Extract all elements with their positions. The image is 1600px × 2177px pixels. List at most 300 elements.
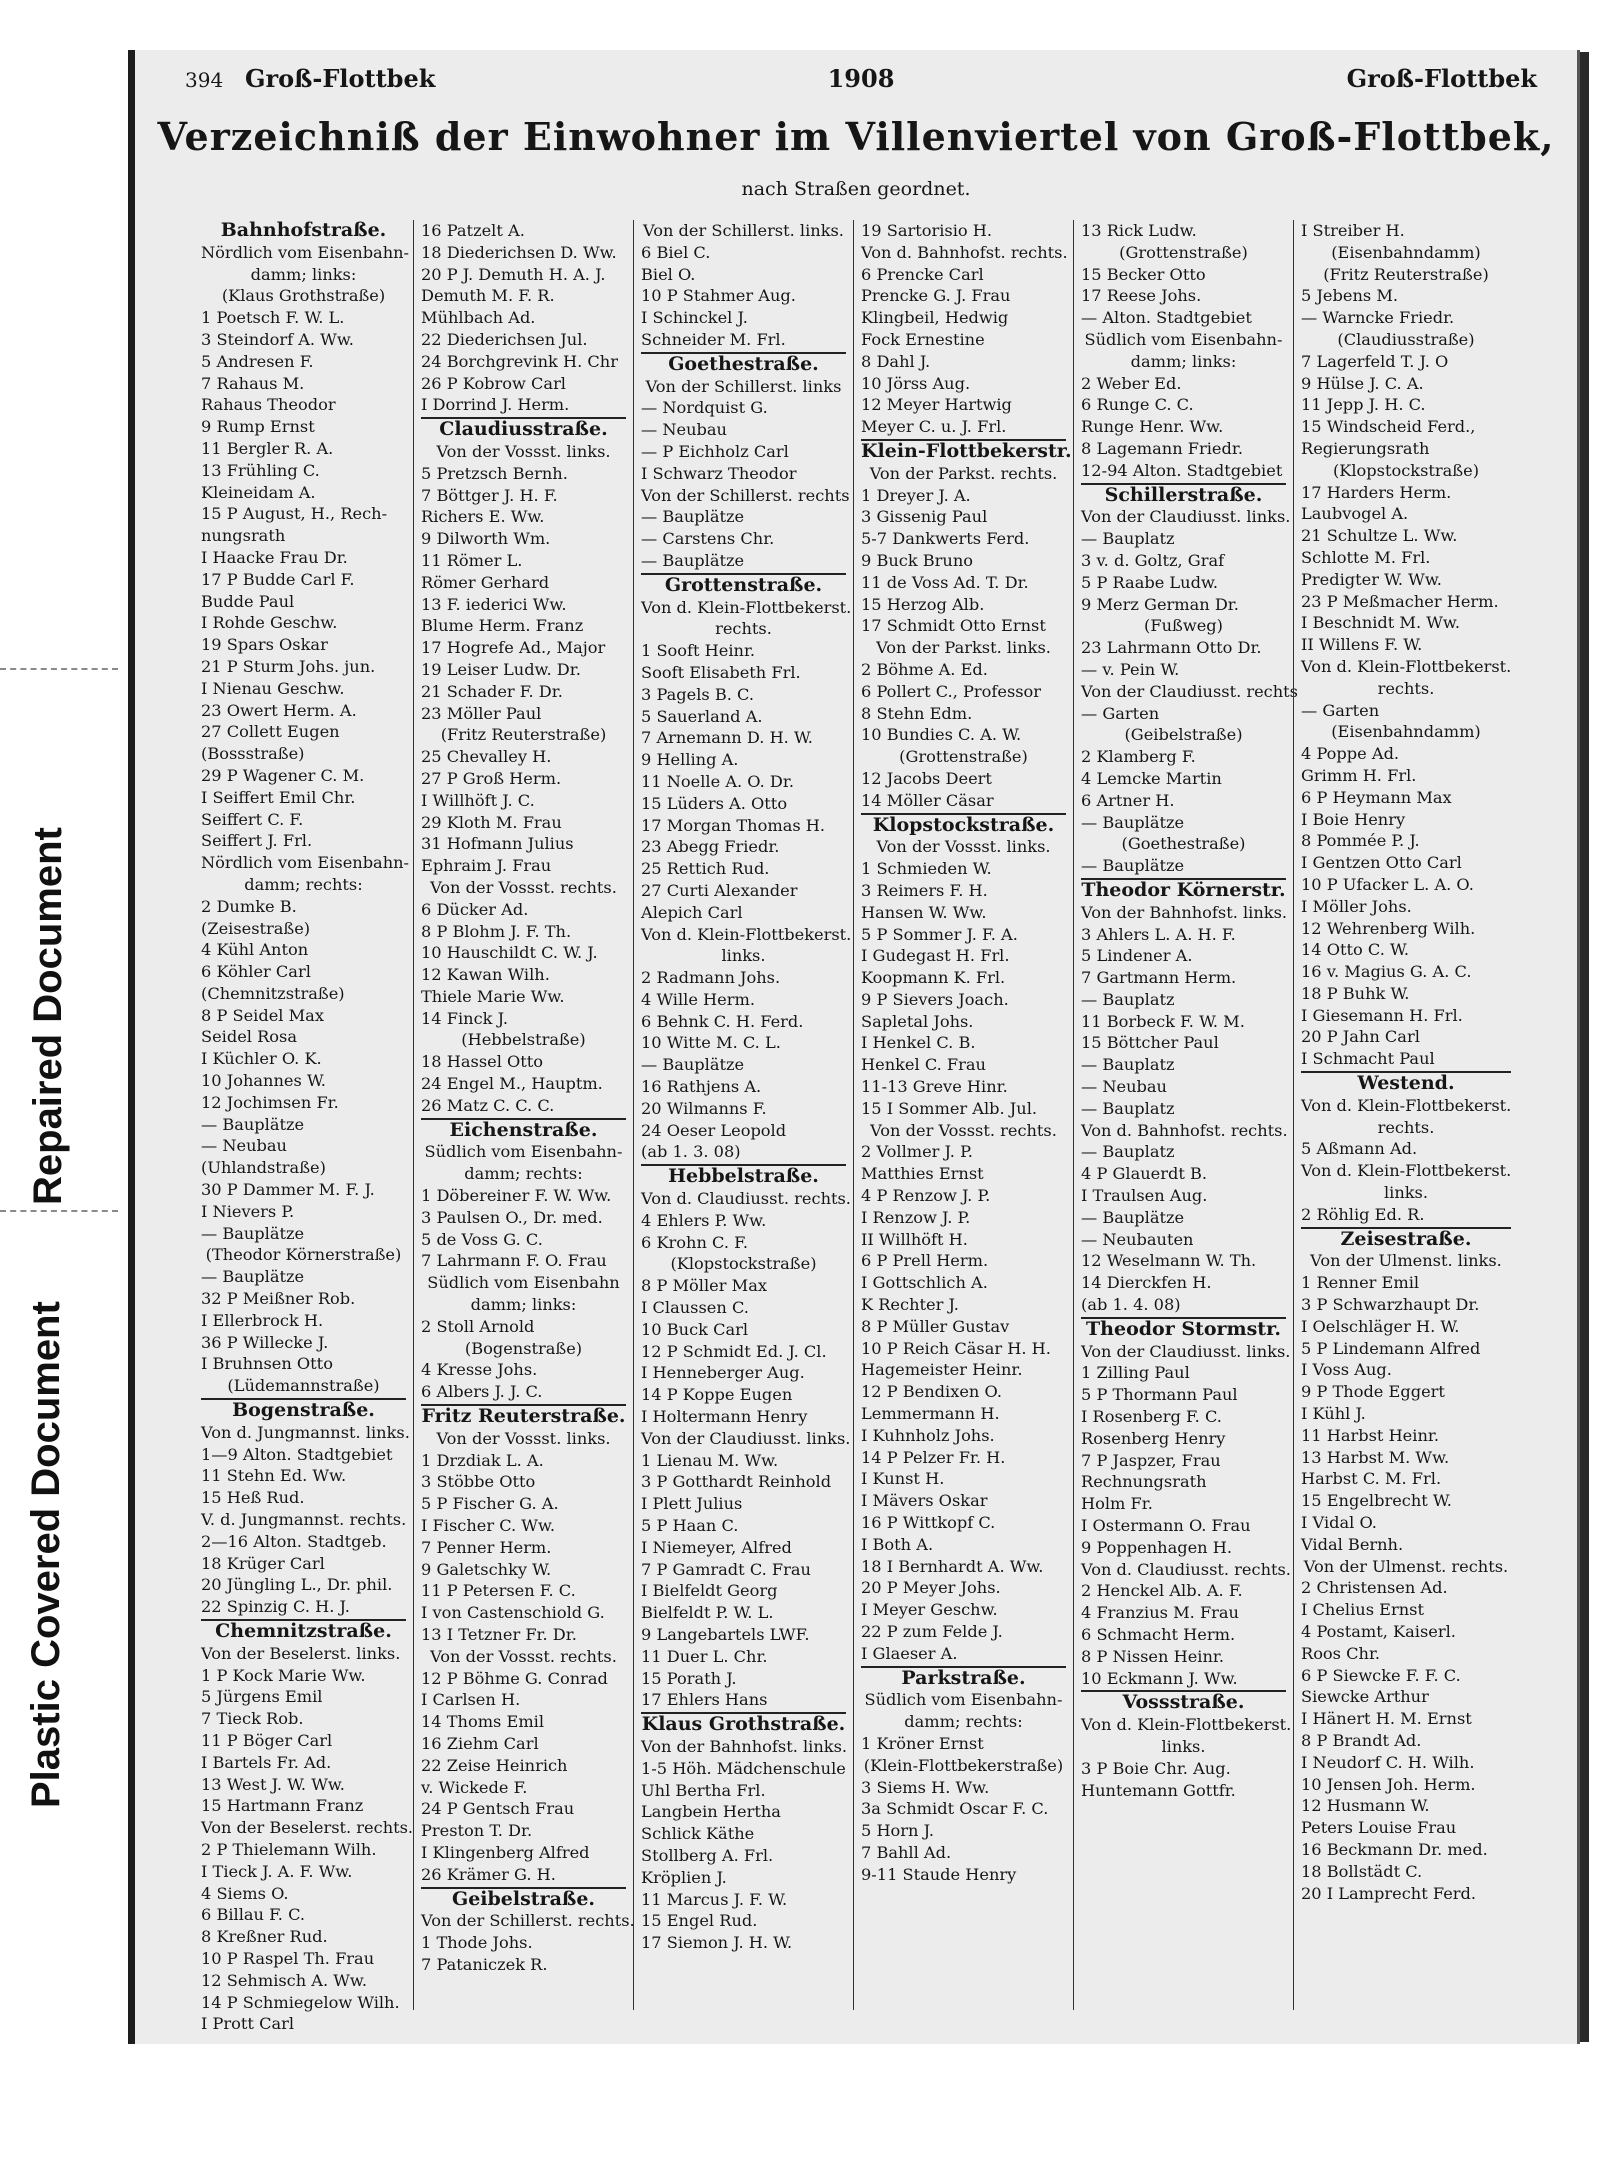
direction-note: Von der Parkst. links. xyxy=(876,638,1051,658)
resident-entry: Predigter W. Ww. xyxy=(1301,569,1442,589)
resident-entry: 7 P Gamradt C. Frau xyxy=(641,1559,811,1579)
resident-entry: 26 P Kobrow Carl xyxy=(421,373,566,393)
direction-note: (Fritz Reuterstraße) xyxy=(1323,264,1489,284)
resident-entry: 1 Sooft Heinr. xyxy=(641,641,756,661)
resident-entry: 8 Kreßner Rud. xyxy=(201,1927,328,1947)
direction-note: (Eisenbahndamm) xyxy=(1331,242,1481,262)
resident-entry: 5 Sauerland A. xyxy=(641,706,763,726)
direction-note: (Klopstockstraße) xyxy=(1332,460,1480,480)
resident-entry: 9 Rump Ernst xyxy=(201,417,315,437)
resident-entry: I Ostermann O. Frau xyxy=(1081,1516,1251,1536)
resident-entry: Siewcke Arthur xyxy=(1301,1687,1429,1707)
resident-entry: 12 Meyer Hartwig xyxy=(861,395,1012,415)
resident-entry: Thiele Marie Ww. xyxy=(421,986,565,1006)
resident-entry: 5 P Thormann Paul xyxy=(1081,1385,1238,1405)
resident-entry: 23 P Meßmacher Herm. xyxy=(1301,591,1499,611)
resident-entry: 6 Billau F. C. xyxy=(201,1905,306,1925)
resident-entry: Prencke G. J. Frau xyxy=(861,286,1011,306)
resident-entry: — Bauplatz xyxy=(1081,1055,1175,1075)
resident-entry: I Hänert H. M. Ernst xyxy=(1301,1709,1472,1729)
resident-entry: 3 Steindorf A. Ww. xyxy=(201,329,354,349)
resident-entry: 6 Albers J. J. C. xyxy=(421,1382,543,1402)
resident-entry: 23 Owert Herm. A. xyxy=(201,700,357,720)
resident-entry: — v. Pein W. xyxy=(1081,659,1180,679)
resident-entry: Budde Paul xyxy=(201,591,295,611)
column-rule xyxy=(853,220,854,2010)
resident-entry: Von der Beselerst. rechts. xyxy=(201,1818,414,1838)
resident-entry: 27 P Groß Herm. xyxy=(421,768,562,788)
resident-entry: Regierungsrath xyxy=(1301,438,1430,458)
direction-note: Von der Claudiusst. links. xyxy=(641,1428,851,1448)
resident-entry: (Chemnitzstraße) xyxy=(201,983,345,1003)
resident-entry: 7 Rahaus M. xyxy=(201,373,305,393)
street-heading: Klein-Flottbekerstr. xyxy=(861,439,1072,462)
resident-entry: 9 Helling A. xyxy=(641,750,739,770)
resident-entry: Klingbeil, Hedwig xyxy=(861,308,1009,328)
resident-entry: 14 P Schmiegelow Wilh. xyxy=(201,1992,400,2012)
resident-entry: Koopmann K. Frl. xyxy=(861,968,1006,988)
resident-entry: 9 Hülse J. C. A. xyxy=(1301,373,1424,393)
resident-entry: 12 Sehmisch A. Ww. xyxy=(201,1970,368,1990)
resident-entry: 20 P Jahn Carl xyxy=(1301,1027,1420,1047)
resident-entry: I Renzow J. P. xyxy=(861,1207,971,1227)
resident-entry: — Bauplatz xyxy=(1081,1098,1175,1118)
resident-entry: Kleineidam A. xyxy=(201,482,316,502)
street-heading: Vossstraße. xyxy=(1122,1691,1245,1714)
resident-entry: 16 Ziehm Carl xyxy=(421,1733,539,1753)
street-heading: Klaus Grothstraße. xyxy=(641,1713,846,1736)
resident-entry: I von Castenschiold G. xyxy=(421,1603,605,1623)
resident-entry: I Vidal O. xyxy=(1301,1513,1377,1533)
direction-note: Von der Schillerst. links. xyxy=(643,221,844,240)
repaired-document-label: Repaired Document xyxy=(26,827,70,1205)
resident-entry: 31 Hofmann Julius xyxy=(421,834,574,854)
resident-entry: Holm Fr. xyxy=(1081,1494,1153,1514)
resident-entry: 12-94 Alton. Stadtgebiet xyxy=(1081,460,1283,480)
direction-note: links. xyxy=(721,946,766,966)
resident-entry: 26 Matz C. C. C. xyxy=(421,1095,555,1115)
resident-entry: 5 Pretzsch Bernh. xyxy=(421,463,568,483)
direction-note: Von der Claudiusst. links. xyxy=(1081,507,1291,527)
street-heading: Parkstraße. xyxy=(901,1666,1026,1689)
direction-note: (Theodor Körnerstraße) xyxy=(205,1245,402,1265)
resident-entry: Langbein Hertha xyxy=(641,1802,781,1822)
resident-entry: 6 P Siewcke F. F. C. xyxy=(1301,1665,1461,1685)
resident-entry: Seiffert C. F. xyxy=(201,809,304,829)
resident-entry: 3 Pagels B. C. xyxy=(641,684,754,704)
resident-entry: — Bauplätze xyxy=(201,1114,305,1134)
resident-entry: 24 Oeser Leopold xyxy=(641,1120,787,1140)
resident-entry: 22 Zeise Heinrich xyxy=(421,1755,568,1775)
resident-entry: Seiffert J. Frl. xyxy=(201,831,313,851)
resident-entry: 4 Ehlers P. Ww. xyxy=(641,1210,767,1230)
direction-note: (Klopstockstraße) xyxy=(670,1254,817,1274)
resident-entry: 6 Artner H. xyxy=(1081,790,1175,810)
directory-column-1 xyxy=(201,219,414,2034)
direction-note: Von d. Klein-Flottbekerst. xyxy=(641,924,852,944)
resident-entry: 11 Stehn Ed. Ww. xyxy=(201,1466,347,1486)
direction-note: Von der Claudiusst. links. xyxy=(1081,1341,1291,1361)
direction-note: (Klein-Flottbekerstraße) xyxy=(863,1755,1064,1775)
resident-entry: 9 Buck Bruno xyxy=(861,550,974,570)
resident-entry: 5 de Voss G. C. xyxy=(421,1229,543,1249)
resident-entry: I Glaeser A. xyxy=(861,1643,958,1663)
street-heading: Fritz Reuterstraße. xyxy=(421,1405,626,1428)
direction-note: Von der Vossst. links. xyxy=(876,837,1051,857)
resident-entry: — Bauplatz xyxy=(1081,529,1175,549)
resident-entry: 10 Buck Carl xyxy=(641,1319,749,1339)
resident-entry: 6 P Prell Herm. xyxy=(861,1251,989,1271)
direction-note: (Grottenstraße) xyxy=(1119,242,1248,262)
resident-entry: 8 P Möller Max xyxy=(641,1276,767,1296)
direction-note: rechts. xyxy=(1377,678,1435,698)
resident-entry: I Mävers Oskar xyxy=(861,1491,988,1511)
resident-entry: 17 Schmidt Otto Ernst xyxy=(861,616,1046,636)
resident-entry: 11 Borbeck F. W. M. xyxy=(1081,1011,1245,1031)
page-number: 394 xyxy=(185,68,224,92)
resident-entry: Schneider M. Frl. xyxy=(641,329,786,349)
direction-note: damm; rechts: xyxy=(244,874,363,894)
resident-entry: — Neubau xyxy=(201,1136,287,1156)
resident-entry: I Kühl J. xyxy=(1301,1404,1366,1424)
resident-entry: 22 Spinzig C. H. J. xyxy=(201,1597,350,1617)
resident-entry: V. d. Jungmannst. rechts. xyxy=(201,1510,407,1530)
cut-line-bottom xyxy=(0,1210,118,1212)
resident-entry: 8 P Seidel Max xyxy=(201,1005,324,1025)
resident-entry: Von d. Jungmannst. links. xyxy=(201,1422,410,1442)
resident-entry: 3 P Boie Chr. Aug. xyxy=(1081,1758,1231,1778)
resident-entry: — Bauplätze xyxy=(1081,1207,1185,1227)
page-title: Verzeichniß der Einwohner im Villenviertel von Groß-Flottbek, xyxy=(157,114,1555,159)
resident-entry: Schlotte M. Frl. xyxy=(1301,547,1431,567)
direction-note: Von d. Klein-Flottbekerst. xyxy=(1301,1095,1512,1115)
resident-entry: I Both A. xyxy=(861,1534,934,1554)
direction-note: (Eisenbahndamm) xyxy=(1331,722,1481,742)
direction-note: Von der Claudiusst. rechts xyxy=(1081,681,1298,701)
resident-entry: 7 Arnemann D. H. W. xyxy=(641,728,813,748)
direction-note: Von der Ulmenst. rechts. xyxy=(1303,1556,1509,1576)
direction-note: damm; links: xyxy=(250,264,357,284)
resident-entry: 14 Finck J. xyxy=(421,1008,508,1028)
resident-entry: 5 Jürgens Emil xyxy=(201,1687,323,1707)
resident-entry: I Giesemann H. Frl. xyxy=(1301,1005,1463,1025)
resident-entry: I Oelschläger H. W. xyxy=(1301,1316,1460,1336)
resident-entry: 15 Böttcher Paul xyxy=(1081,1033,1219,1053)
street-heading: Eichenstraße. xyxy=(449,1118,598,1141)
resident-entry: I Neudorf C. H. Wilh. xyxy=(1301,1752,1475,1772)
resident-entry: 6 Köhler Carl xyxy=(201,962,311,982)
resident-entry: Harbst C. M. Frl. xyxy=(1301,1469,1442,1489)
resident-entry: I Rosenberg F. C. xyxy=(1081,1407,1222,1427)
resident-entry: 18 I Bernhardt A. Ww. xyxy=(861,1556,1044,1576)
resident-entry: 8 P Brandt Ad. xyxy=(1301,1730,1422,1750)
resident-entry: I Bartels Fr. Ad. xyxy=(201,1752,332,1772)
resident-entry: I Rohde Geschw. xyxy=(201,613,338,633)
resident-entry: 16 Patzelt A. xyxy=(421,221,525,240)
resident-entry: 8 Stehn Edm. xyxy=(861,703,973,723)
resident-entry: I Boie Henry xyxy=(1301,809,1406,829)
direction-note: rechts. xyxy=(715,619,772,639)
resident-entry: 14 Thoms Emil xyxy=(421,1712,545,1732)
resident-entry: — Bauplätze xyxy=(641,1055,745,1075)
direction-note: (Claudiusstraße) xyxy=(1337,329,1475,349)
street-heading: Geibelstraße. xyxy=(451,1887,596,1910)
resident-entry: 9-11 Staude Henry xyxy=(861,1864,1017,1884)
direction-note: Von d. Claudiusst. rechts. xyxy=(641,1189,851,1209)
street-heading: Zeisestraße. xyxy=(1340,1227,1472,1250)
resident-entry: I Klingenberg Alfred xyxy=(421,1842,590,1862)
resident-entry: 7 Gartmann Herm. xyxy=(1081,968,1237,988)
resident-entry: 16 Beckmann Dr. med. xyxy=(1301,1839,1488,1859)
resident-entry: 13 F. iederici Ww. xyxy=(421,594,567,614)
resident-entry: Sooft Elisabeth Frl. xyxy=(641,662,801,682)
resident-entry: (ab 1. 4. 08) xyxy=(1081,1295,1181,1315)
resident-entry: I Dorrind J. Herm. xyxy=(421,395,570,415)
scanned-page xyxy=(128,50,1580,2044)
resident-entry: 14 P Koppe Eugen xyxy=(641,1385,793,1405)
resident-entry: 2 Röhlig Ed. R. xyxy=(1301,1204,1425,1224)
page-subtitle: nach Straßen geordnet. xyxy=(741,178,971,200)
resident-entry: 2 Vollmer J. P. xyxy=(861,1142,973,1162)
resident-entry: I Henkel C. B. xyxy=(861,1033,976,1053)
directory-column-6 xyxy=(1301,220,1511,2010)
resident-entry: 14 Dierckfen H. xyxy=(1081,1273,1212,1293)
resident-entry: 2 Christensen Ad. xyxy=(1301,1578,1448,1598)
resident-entry: 2 Dumke B. xyxy=(201,896,297,916)
resident-entry: 3 Stöbbe Otto xyxy=(421,1472,536,1492)
resident-entry: — Bauplätze xyxy=(1081,856,1185,876)
resident-entry: 11 Jepp J. H. C. xyxy=(1301,395,1426,415)
resident-entry: 21 Schader F. Dr. xyxy=(421,681,563,701)
direction-note: Von der Bahnhofst. links. xyxy=(1081,902,1288,922)
resident-entry: 18 Hassel Otto xyxy=(421,1052,544,1072)
resident-entry: 11 de Voss Ad. T. Dr. xyxy=(861,572,1029,592)
resident-entry: 17 Hogrefe Ad., Major xyxy=(421,638,606,658)
resident-entry: I Holtermann Henry xyxy=(641,1407,808,1427)
resident-entry: I Henneberger Aug. xyxy=(641,1363,805,1383)
resident-entry: 11 Harbst Heinr. xyxy=(1301,1425,1439,1445)
resident-entry: 2 Böhme A. Ed. xyxy=(861,659,988,679)
resident-entry: 12 Wehrenberg Wilh. xyxy=(1301,918,1476,938)
resident-entry: 10 P Ufacker L. A. O. xyxy=(1301,874,1474,894)
resident-entry: (Bossstraße) xyxy=(201,744,305,764)
resident-entry: I Willhöft J. C. xyxy=(421,790,535,810)
resident-entry: 1-5 Höh. Mädchenschule xyxy=(641,1758,846,1778)
street-heading: Chemnitzstraße. xyxy=(215,1620,392,1642)
resident-entry: 19 Sartorisio H. xyxy=(861,221,993,240)
resident-entry: 8 Dahl J. xyxy=(861,351,931,371)
resident-entry: 5 Andresen F. xyxy=(201,351,314,371)
resident-entry: 15 P August, H., Rech- xyxy=(201,504,388,524)
resident-entry: 13 Harbst M. Ww. xyxy=(1301,1447,1450,1467)
resident-entry: II Willhöft H. xyxy=(861,1229,968,1249)
resident-entry: 20 P Meyer Johs. xyxy=(861,1578,1001,1598)
resident-entry: 3 Reimers F. H. xyxy=(861,880,988,900)
resident-entry: 29 P Wagener C. M. xyxy=(201,765,365,785)
resident-entry: 4 Kresse Johs. xyxy=(421,1360,538,1380)
resident-entry: 1 P Kock Marie Ww. xyxy=(201,1665,366,1685)
resident-entry: — Nordquist G. xyxy=(641,398,768,418)
resident-entry: — P Eichholz Carl xyxy=(641,441,789,461)
resident-entry: Mühlbach Ad. xyxy=(421,308,536,328)
resident-entry: Fock Ernestine xyxy=(861,329,985,349)
resident-entry: I Ellerbrock H. xyxy=(201,1310,324,1330)
resident-entry: 30 P Dammer M. F. J. xyxy=(201,1180,375,1200)
resident-entry: 3 P Gotthardt Reinhold xyxy=(641,1472,832,1492)
resident-entry: Preston T. Dr. xyxy=(421,1821,533,1841)
direction-note: Von d. Klein-Flottbekerst. xyxy=(641,597,852,617)
resident-entry: 5 Horn J. xyxy=(861,1821,934,1841)
resident-entry: Stollberg A. Frl. xyxy=(641,1845,774,1865)
resident-entry: 20 Wilmanns F. xyxy=(641,1098,767,1118)
resident-entry: — Bauplätze xyxy=(641,550,745,570)
resident-entry: I Plett Julius xyxy=(641,1494,743,1514)
resident-entry: 20 P J. Demuth H. A. J. xyxy=(421,264,606,284)
resident-entry: 17 Ehlers Hans xyxy=(641,1690,768,1710)
resident-entry: — Bauplätze xyxy=(1081,812,1185,832)
resident-entry: Blume Herm. Franz xyxy=(421,616,584,636)
column-rule xyxy=(1073,220,1074,2010)
resident-entry: 2 Stoll Arnold xyxy=(421,1316,535,1336)
direction-note: Von der Ulmenst. links. xyxy=(1310,1251,1502,1271)
resident-entry: Laubvogel A. xyxy=(1301,504,1409,524)
direction-note: (Grottenstraße) xyxy=(899,747,1028,767)
directory-column-2 xyxy=(421,220,635,2010)
resident-entry: I Meyer Geschw. xyxy=(861,1600,998,1620)
resident-entry: 13 West J. W. Ww. xyxy=(201,1774,345,1794)
resident-entry: 17 Siemon J. H. W. xyxy=(641,1933,793,1953)
resident-entry: 20 Jüngling L., Dr. phil. xyxy=(201,1575,393,1595)
resident-entry: 10 Johannes W. xyxy=(201,1071,326,1091)
direction-note: Von d. Klein-Flottbekerst. xyxy=(1081,1715,1292,1735)
direction-note: Südlich vom Eisenbahn- xyxy=(424,1142,623,1162)
resident-entry: 29 Kloth M. Frau xyxy=(421,812,562,832)
resident-entry: 10 Hauschildt C. W. J. xyxy=(421,943,598,963)
direction-note: Von der Vossst. links. xyxy=(436,1428,611,1448)
directory-column-3 xyxy=(641,220,852,2010)
direction-note: Nördlich vom Eisenbahn- xyxy=(201,242,410,262)
direction-note: (Geibelstraße) xyxy=(1124,725,1243,745)
resident-entry: 9 Dilworth Wm. xyxy=(421,529,551,549)
direction-note: Von der Vossst. rechts. xyxy=(430,877,617,897)
resident-entry: 4 Franzius M. Frau xyxy=(1081,1603,1239,1623)
street-heading: Bahnhofstraße. xyxy=(220,219,387,241)
direction-note: Von d. Bahnhofst. rechts. xyxy=(861,242,1068,262)
resident-entry: 15 Hartmann Franz xyxy=(201,1796,364,1816)
resident-entry: 12 Jacobs Deert xyxy=(861,768,992,788)
direction-note: damm; rechts: xyxy=(904,1712,1023,1732)
resident-entry: — Neubauten xyxy=(1081,1229,1194,1249)
direction-note: (Fritz Reuterstraße) xyxy=(440,725,607,745)
resident-entry: I Seiffert Emil Chr. xyxy=(201,787,356,807)
resident-entry: — Bauplatz xyxy=(1081,989,1175,1009)
resident-entry: 24 Borchgrevink H. Chr xyxy=(421,351,618,371)
resident-entry: Roos Chr. xyxy=(1301,1643,1381,1663)
resident-entry: I Küchler O. K. xyxy=(201,1049,322,1069)
resident-entry: 17 Harders Herm. xyxy=(1301,482,1452,502)
resident-entry: (ab 1. 3. 08) xyxy=(641,1142,741,1162)
street-heading: Goethestraße. xyxy=(668,352,819,375)
direction-note: Von d. Bahnhofst. rechts. xyxy=(1081,1120,1288,1140)
resident-entry: 9 Langebartels LWF. xyxy=(641,1625,810,1644)
resident-entry: — Bauplätze xyxy=(641,507,745,527)
resident-entry: 18 Krüger Carl xyxy=(201,1553,325,1573)
resident-entry: 2 Klamberg F. xyxy=(1081,747,1196,767)
resident-entry: Huntemann Gottfr. xyxy=(1081,1780,1236,1800)
resident-entry: Kröplien J. xyxy=(641,1867,727,1887)
resident-entry: Hagemeister Heinr. xyxy=(861,1360,1023,1380)
running-header xyxy=(185,64,1537,104)
resident-entry: 1 Poetsch F. W. L. xyxy=(201,308,345,328)
resident-entry: 15 Porath J. xyxy=(641,1668,737,1688)
resident-entry: 25 Rettich Rud. xyxy=(641,859,770,879)
resident-entry: 18 Bollstädt C. xyxy=(1301,1861,1423,1881)
resident-entry: 24 Engel M., Hauptm. xyxy=(421,1074,603,1094)
header-place-right: Groß-Flottbek xyxy=(1346,64,1537,93)
resident-entry: Ephraim J. Frau xyxy=(421,856,552,876)
resident-entry: 10 Eckmann J. Ww. xyxy=(1081,1668,1238,1688)
resident-entry: 13 Rick Ludw. xyxy=(1081,221,1197,240)
resident-entry: 3 Gissenig Paul xyxy=(861,507,988,527)
direction-note: Von der Schillerst. links xyxy=(645,376,842,396)
resident-entry: 14 P Pelzer Fr. H. xyxy=(861,1447,1006,1467)
resident-entry: 11 Römer L. xyxy=(421,550,523,570)
resident-entry: 10 P Reich Cäsar H. H. xyxy=(861,1338,1051,1358)
resident-entry: 4 Kühl Anton xyxy=(201,940,309,960)
resident-entry: 9 Merz German Dr. xyxy=(1081,594,1239,614)
resident-entry: 8 P Blohm J. F. Th. xyxy=(421,921,572,941)
direction-note: Südlich vom Eisenbahn- xyxy=(864,1690,1063,1710)
resident-entry: 5 Lindener A. xyxy=(1081,946,1193,966)
direction-note: (Lüdemannstraße) xyxy=(227,1376,380,1396)
direction-note: (Klaus Grothstraße) xyxy=(221,286,386,306)
resident-entry: 23 Möller Paul xyxy=(421,703,542,723)
resident-entry: 27 Collett Eugen xyxy=(201,722,340,742)
resident-entry: I Schmacht Paul xyxy=(1301,1049,1435,1069)
resident-entry: Uhl Bertha Frl. xyxy=(641,1780,766,1800)
resident-entry: 6 Biel C. xyxy=(641,242,711,262)
resident-entry: 9 Poppenhagen H. xyxy=(1081,1537,1233,1557)
resident-entry: Schlick Käthe xyxy=(641,1824,755,1844)
resident-entry: 32 P Meißner Rob. xyxy=(201,1289,356,1309)
resident-entry: 10 P Stahmer Aug. xyxy=(641,286,796,306)
resident-entry: I Tieck J. A. F. Ww. xyxy=(201,1861,353,1881)
resident-entry: Rechnungsrath xyxy=(1081,1472,1207,1492)
resident-entry: 14 Otto C. W. xyxy=(1301,940,1409,960)
resident-entry: 6 Schmacht Herm. xyxy=(1081,1625,1236,1644)
resident-entry: Biel O. xyxy=(641,264,696,284)
resident-entry: 7 Penner Herm. xyxy=(421,1537,552,1557)
resident-entry: 21 Schultze L. Ww. xyxy=(1301,526,1458,546)
resident-entry: 1 Lienau M. Ww. xyxy=(641,1450,779,1470)
resident-entry: 4 Lemcke Martin xyxy=(1081,768,1222,788)
resident-entry: 7 Pataniczek R. xyxy=(421,1954,548,1974)
resident-entry: 1—9 Alton. Stadtgebiet xyxy=(201,1444,393,1464)
direction-note: damm; links: xyxy=(1130,351,1237,371)
resident-entry: Von der Beselerst. links. xyxy=(201,1643,401,1663)
direction-note: damm; links: xyxy=(470,1295,577,1315)
resident-entry: II Willens F. W. xyxy=(1301,635,1423,655)
resident-entry: 15 Windscheid Ferd., xyxy=(1301,417,1476,437)
street-heading: Hebbelstraße. xyxy=(668,1165,819,1188)
resident-entry: 1 Drzdiak L. A. xyxy=(421,1450,544,1470)
resident-entry: 8 P Müller Gustav xyxy=(861,1316,1010,1336)
resident-entry: I Gottschlich A. xyxy=(861,1273,988,1293)
resident-entry: Rosenberg Henry xyxy=(1081,1428,1226,1448)
resident-entry: — Garten xyxy=(1081,703,1160,723)
direction-note: Von der Vossst. rechts. xyxy=(870,1120,1057,1140)
resident-entry: 12 Weselmann W. Th. xyxy=(1081,1251,1257,1271)
